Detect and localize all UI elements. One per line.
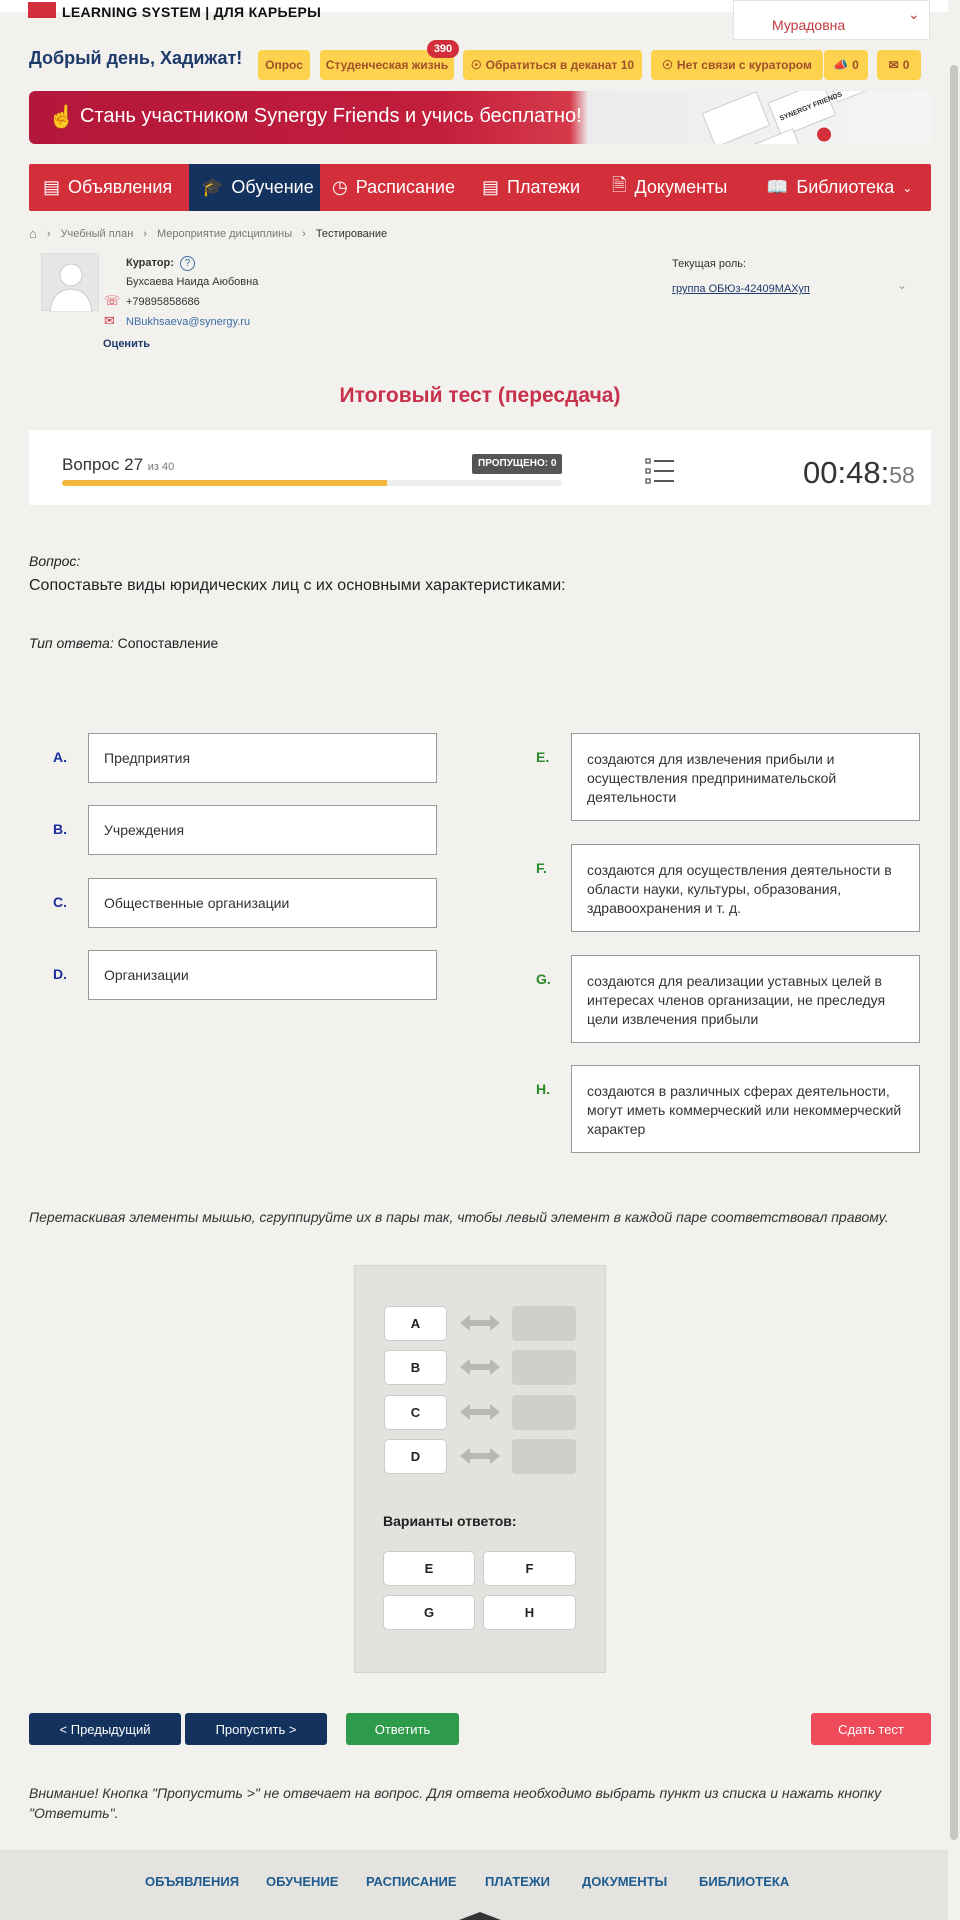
breadcrumb-discipline-event[interactable]: Мероприятие дисциплины bbox=[156, 227, 293, 240]
right-item: создаются для реализации уставных целей в интересах членов организации, не преследуя цели извлечения прибыли bbox=[571, 955, 920, 1043]
progress-bar bbox=[62, 480, 562, 486]
avatar bbox=[41, 253, 99, 311]
left-item: Предприятия bbox=[88, 733, 437, 783]
pair-source-c[interactable]: C bbox=[384, 1395, 447, 1430]
right-item-letter: G. bbox=[536, 971, 551, 987]
headset-icon: ☉ bbox=[662, 58, 673, 72]
list-doc-icon: ▤ bbox=[43, 177, 61, 197]
clock-icon: ◷ bbox=[332, 177, 348, 197]
nav-schedule[interactable]: ◷ Расписание bbox=[332, 177, 455, 197]
double-arrow-icon bbox=[460, 1402, 500, 1422]
logo-mark bbox=[28, 2, 56, 18]
left-item-letter: D. bbox=[53, 966, 67, 982]
mail-icon: ✉ bbox=[104, 313, 115, 328]
right-item: создаются для осуществления деятельности в области науки, культуры, образования, здравоохранения и т. д. bbox=[571, 844, 920, 932]
right-item-letter: E. bbox=[536, 749, 550, 765]
role-label: Текущая роль: bbox=[672, 258, 747, 270]
variant-h[interactable]: H bbox=[483, 1595, 576, 1630]
curator-email-link[interactable]: NBukhsaeva@synergy.ru bbox=[126, 316, 251, 328]
nav-payments[interactable]: ▤ Платежи bbox=[482, 177, 581, 197]
curator-label: Куратор: bbox=[126, 257, 174, 269]
greeting: Добрый день, Хадижат! bbox=[29, 48, 243, 68]
nav-library[interactable]: 📖 Библиотека ⌄ bbox=[766, 177, 913, 197]
drop-slot[interactable] bbox=[512, 1306, 576, 1341]
variant-e[interactable]: E bbox=[383, 1551, 475, 1586]
drop-slot[interactable] bbox=[512, 1350, 576, 1385]
curator-phone: +79895858686 bbox=[126, 296, 200, 308]
left-item: Организации bbox=[88, 950, 437, 1000]
answer-type: Тип ответа: Сопоставление bbox=[29, 635, 219, 651]
timer: 00:48:58 bbox=[803, 455, 915, 490]
breadcrumb-separator-icon: › bbox=[143, 227, 147, 240]
double-arrow-icon bbox=[460, 1446, 500, 1466]
banner-keyboard-graphic bbox=[640, 91, 931, 144]
chevron-down-icon: ⌄ bbox=[902, 180, 913, 195]
right-item-letter: H. bbox=[536, 1081, 550, 1097]
book-icon: 📖 bbox=[766, 177, 789, 197]
announcements-counter-button[interactable]: 📣 0 bbox=[824, 50, 868, 80]
double-arrow-icon bbox=[460, 1357, 500, 1377]
left-item-letter: A. bbox=[53, 749, 67, 765]
footer-link-learning[interactable]: ОБУЧЕНИЕ bbox=[266, 1874, 339, 1889]
breadcrumb-separator-icon: › bbox=[302, 227, 306, 240]
pair-source-b[interactable]: B bbox=[384, 1350, 447, 1385]
pointer-hand-icon: ☝ bbox=[48, 104, 76, 129]
nav-announcements[interactable]: ▤ Объявления bbox=[43, 177, 173, 197]
nav-learning[interactable]: 🎓 Обучение bbox=[189, 164, 320, 211]
breadcrumb-study-plan[interactable]: Учебный план bbox=[60, 227, 134, 240]
graduation-cap-icon: 🎓 bbox=[201, 177, 224, 197]
student-life-button[interactable]: Студенческая жизнь bbox=[320, 50, 454, 80]
left-item: Учреждения bbox=[88, 805, 437, 855]
breadcrumb-separator-icon: › bbox=[46, 227, 51, 240]
footer-link-documents[interactable]: ДОКУМЕНТЫ bbox=[582, 1874, 668, 1889]
drop-slot[interactable] bbox=[512, 1439, 576, 1474]
footer-link-announcements[interactable]: ОБЪЯВЛЕНИЯ bbox=[145, 1874, 240, 1889]
curator-name: Бухсаева Наида Аюбовна bbox=[126, 276, 259, 288]
wallet-icon: ▤ bbox=[482, 177, 500, 197]
dean-button[interactable]: ☉ Обратиться в деканат 10 bbox=[463, 50, 642, 80]
footer-link-payments[interactable]: ПЛАТЕЖИ bbox=[485, 1874, 550, 1889]
answer-button[interactable]: Ответить bbox=[346, 1713, 459, 1745]
chevron-down-icon[interactable]: ⌄ bbox=[897, 278, 908, 292]
drop-slot[interactable] bbox=[512, 1395, 576, 1430]
right-item: создаются в различных сферах деятельности, могут иметь коммерческий или некоммерческий характер bbox=[571, 1065, 920, 1153]
submit-test-button[interactable]: Сдать тест bbox=[811, 1713, 931, 1745]
headset-icon: ☉ bbox=[470, 58, 482, 72]
right-item: создаются для извлечения прибыли и осуществления предпринимательской деятельности bbox=[571, 733, 920, 821]
question-label: Вопрос: bbox=[29, 553, 81, 569]
skipped-badge: ПРОПУЩЕНО: 0 bbox=[472, 454, 562, 474]
progress-fill bbox=[62, 480, 387, 486]
user-silhouette-icon bbox=[42, 254, 100, 312]
nav-documents[interactable]: 🗎 Документы bbox=[600, 164, 748, 211]
page-title: Итоговый тест (пересдача) bbox=[339, 384, 621, 407]
scrollbar-thumb[interactable] bbox=[950, 65, 958, 1840]
breadcrumb bbox=[29, 226, 387, 241]
footer bbox=[0, 1850, 960, 1920]
chevron-down-icon[interactable]: ⌄ bbox=[908, 6, 920, 22]
curator-contact-button[interactable]: ☉ Нет связи с куратором bbox=[651, 50, 823, 80]
role-select[interactable]: группа ОБЮз-42409МАХуп bbox=[672, 283, 810, 295]
mail-icon: ✉ bbox=[888, 58, 899, 72]
question-counter: Вопрос 27 из 40 bbox=[62, 455, 175, 474]
scroll-top-icon[interactable] bbox=[459, 1912, 501, 1920]
left-item: Общественные организации bbox=[88, 878, 437, 928]
megaphone-icon: 📣 bbox=[833, 58, 849, 72]
variants-label: Варианты ответов: bbox=[383, 1513, 517, 1529]
double-arrow-icon bbox=[460, 1313, 500, 1333]
home-icon[interactable]: ⌂ bbox=[29, 226, 37, 241]
footer-link-schedule[interactable]: РАСПИСАНИЕ bbox=[366, 1874, 457, 1889]
prev-button[interactable]: < Предыдущий bbox=[29, 1713, 181, 1745]
document-icon: 🗎 bbox=[612, 174, 627, 195]
pair-source-d[interactable]: D bbox=[384, 1439, 447, 1474]
banner-text[interactable]: Стань участником Synergy Friends и учись бесплатно! bbox=[80, 105, 582, 127]
left-item-letter: C. bbox=[53, 894, 67, 910]
user-name[interactable]: Мурадовна bbox=[772, 17, 846, 33]
variant-f[interactable]: F bbox=[483, 1551, 576, 1586]
footer-link-library[interactable]: БИБЛИОТЕКА bbox=[699, 1874, 790, 1889]
question-list-icon[interactable] bbox=[645, 458, 675, 484]
breadcrumb-testing: Тестирование bbox=[315, 227, 388, 240]
banner-deco-text: SYNERGY FRIENDS bbox=[778, 91, 844, 123]
rate-link[interactable]: Оценить bbox=[103, 338, 150, 350]
headset-icon: ☏ bbox=[104, 293, 121, 308]
right-item-letter: F. bbox=[536, 860, 547, 876]
drag-hint: Перетаскивая элементы мышью, сгруппируйте их в пары так, чтобы левый элемент в каждой паре соответствовал правому. bbox=[29, 1209, 889, 1225]
skip-button[interactable]: Пропустить > bbox=[185, 1713, 327, 1745]
pair-source-a[interactable]: A bbox=[384, 1306, 447, 1341]
variant-g[interactable]: G bbox=[383, 1595, 475, 1630]
student-life-badge: 390 bbox=[427, 40, 459, 58]
question-text: Сопоставьте виды юридических лиц с их основными характеристиками: bbox=[29, 577, 566, 594]
logo-text: LEARNING SYSTEM | ДЛЯ КАРЬЕРЫ bbox=[62, 4, 322, 20]
survey-button[interactable]: Опрос bbox=[258, 50, 310, 80]
mail-counter-button[interactable]: ✉ 0 bbox=[877, 50, 921, 80]
left-item-letter: B. bbox=[53, 821, 67, 837]
skip-warning: Внимание! Кнопка "Пропустить >" не отвечает на вопрос. Для ответа необходимо выбрать пункт из списка и нажать кнопку "Ответить". bbox=[29, 1785, 882, 1821]
help-icon[interactable]: ? bbox=[180, 256, 195, 271]
